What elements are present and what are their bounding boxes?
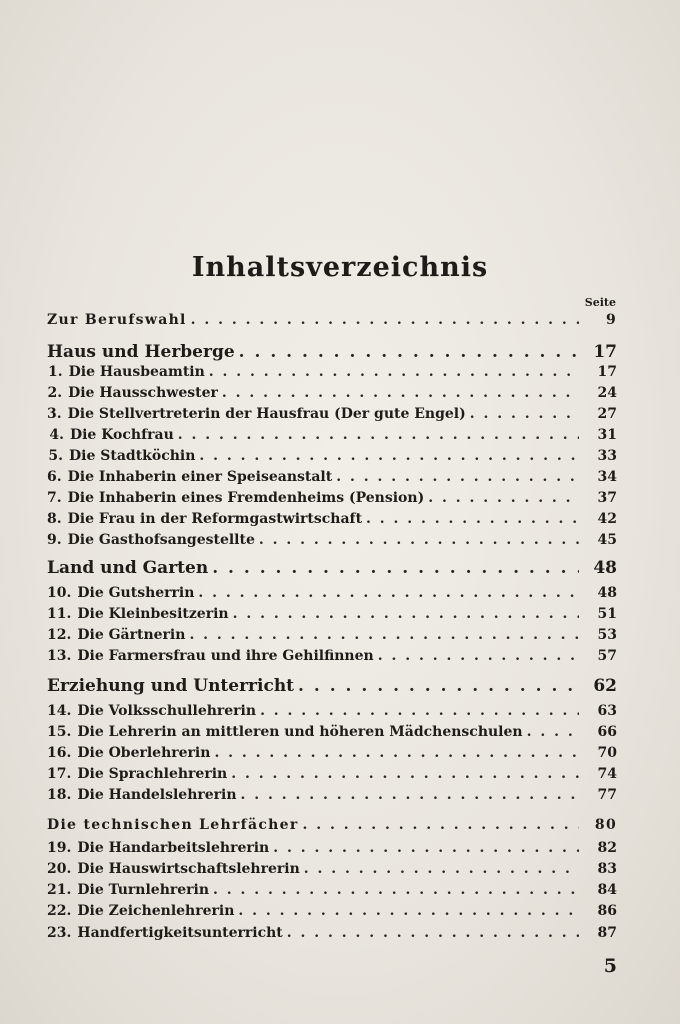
toc-entry-label: Die Turnlehrerin bbox=[77, 882, 210, 898]
toc-entry-page: 77 bbox=[597, 787, 617, 803]
toc-entry-page: 27 bbox=[597, 406, 617, 422]
toc-entry-number: 3. bbox=[47, 406, 62, 422]
toc-entry-page: 63 bbox=[597, 703, 617, 719]
toc-entry-label: Die Kleinbesitzerin bbox=[77, 606, 229, 622]
toc-entry-number: 22. bbox=[47, 903, 72, 919]
dot-leader bbox=[222, 385, 579, 401]
toc-entry-label: Die Gutsherrin bbox=[77, 585, 195, 601]
toc-entry-number: 6. bbox=[47, 469, 62, 485]
toc-entry-page: 37 bbox=[597, 490, 617, 506]
toc-entry-label: Die Farmersfrau und ihre Gehilfinnen bbox=[77, 648, 374, 664]
dot-leader bbox=[212, 558, 579, 578]
dot-leader bbox=[260, 703, 579, 719]
toc-entry bbox=[47, 585, 617, 601]
dot-leader bbox=[213, 882, 579, 898]
toc-entry-label: Die Gasthofsangestellte bbox=[67, 532, 255, 548]
toc-entry-label: Land und Garten bbox=[47, 558, 209, 578]
toc-entry bbox=[47, 627, 617, 643]
dot-leader bbox=[178, 427, 579, 443]
toc-entry bbox=[47, 703, 617, 719]
toc-entry bbox=[47, 925, 617, 941]
toc-entry-number: 4. bbox=[49, 427, 64, 443]
toc-entry bbox=[47, 861, 617, 877]
dot-leader bbox=[470, 406, 579, 422]
toc-section bbox=[47, 312, 617, 328]
dot-leader bbox=[336, 469, 579, 485]
toc-entry-label: Die Stellvertreterin der Hausfrau (Der gute Engel) bbox=[67, 406, 466, 422]
toc-entry bbox=[47, 787, 617, 803]
toc-entry-page: 82 bbox=[597, 840, 617, 856]
toc-entry-number: 14. bbox=[47, 703, 72, 719]
toc-entry bbox=[47, 648, 617, 664]
page-column-label: Seite bbox=[584, 296, 616, 309]
toc-entry-label: Erziehung und Unterricht bbox=[47, 676, 295, 696]
toc-entry-page: 62 bbox=[593, 676, 617, 696]
dot-leader bbox=[231, 766, 579, 782]
toc-entry-page: 57 bbox=[597, 648, 617, 664]
page-number: 5 bbox=[603, 955, 617, 977]
toc-entry-number: 21. bbox=[47, 882, 72, 898]
toc-entry-page: 48 bbox=[597, 585, 617, 601]
toc-entry-page: 80 bbox=[594, 817, 617, 833]
toc-entry-number: 1. bbox=[48, 364, 63, 380]
toc-entry-label: Die Hauswirtschaftslehrerin bbox=[77, 861, 300, 877]
toc-entry-number: 5. bbox=[48, 448, 64, 464]
toc-entry-number: 9. bbox=[47, 532, 62, 548]
toc-entry bbox=[47, 840, 617, 856]
dot-leader bbox=[273, 840, 579, 856]
dot-leader bbox=[527, 724, 579, 740]
toc-entry-page: 83 bbox=[597, 861, 617, 877]
toc-entry-label: Die Volksschullehrerin bbox=[77, 703, 257, 719]
toc-entry bbox=[47, 469, 617, 485]
toc-entry-number: 16. bbox=[47, 745, 72, 761]
toc-entry-label: Die Inhaberin eines Fremdenheims (Pension) bbox=[67, 490, 425, 506]
toc-entry-label: Haus und Herberge bbox=[47, 342, 235, 362]
toc-entry bbox=[47, 427, 617, 443]
dot-leader bbox=[198, 585, 579, 601]
toc-entry-page: 70 bbox=[597, 745, 617, 761]
dot-leader bbox=[239, 342, 579, 362]
toc-entry-label: Handfertigkeitsunterricht bbox=[77, 925, 283, 941]
toc-entry bbox=[47, 606, 617, 622]
toc-entry bbox=[47, 406, 617, 422]
toc-entry-number: 10. bbox=[47, 585, 72, 601]
toc-entry bbox=[47, 745, 617, 761]
toc-entry-number: 2. bbox=[47, 385, 63, 401]
toc-entry-page: 74 bbox=[597, 766, 617, 782]
toc-entry-page: 84 bbox=[597, 882, 617, 898]
dot-leader bbox=[191, 312, 579, 328]
dot-leader bbox=[238, 903, 579, 919]
toc-entry bbox=[47, 448, 617, 464]
dot-leader bbox=[259, 532, 579, 548]
toc-entry-page: 42 bbox=[597, 511, 617, 527]
toc-entry bbox=[47, 903, 617, 919]
toc-entry-label: Die Handelslehrerin bbox=[77, 787, 237, 803]
toc-entry-page: 34 bbox=[597, 469, 617, 485]
toc-entry bbox=[47, 766, 617, 782]
toc-entry-number: 23. bbox=[47, 925, 72, 941]
toc-entry-page: 31 bbox=[597, 427, 617, 443]
toc-entry-label: Die Frau in der Reformgastwirtschaft bbox=[67, 511, 363, 527]
toc-entry-label: Die Inhaberin einer Speiseanstalt bbox=[67, 469, 333, 485]
toc-entry bbox=[47, 364, 617, 380]
toc-entry-number: 20. bbox=[47, 861, 72, 877]
toc-entry-page: 48 bbox=[593, 558, 617, 578]
toc-entry-label: Die Kochfrau bbox=[69, 427, 174, 443]
toc-entry bbox=[47, 490, 617, 506]
toc-section bbox=[47, 817, 617, 833]
toc-entry-label: Die Sprachlehrerin bbox=[77, 766, 228, 782]
toc-entry bbox=[47, 724, 617, 740]
toc-entry-number: 8. bbox=[47, 511, 62, 527]
toc-entry-number: 12. bbox=[47, 627, 72, 643]
dot-leader bbox=[378, 648, 579, 664]
toc-entry-number: 19. bbox=[47, 840, 72, 856]
toc-entry-label: Die Stadtköchin bbox=[69, 448, 196, 464]
toc-entry-page: 24 bbox=[597, 385, 617, 401]
toc-entry-label: Zur Berufswahl bbox=[47, 312, 187, 328]
toc-entry-label: Die Hausschwester bbox=[68, 385, 218, 401]
dot-leader bbox=[303, 817, 579, 833]
toc-entry-page: 53 bbox=[597, 627, 617, 643]
toc-entry bbox=[47, 532, 617, 548]
dot-leader bbox=[233, 606, 579, 622]
toc-section bbox=[47, 676, 617, 696]
dot-leader bbox=[199, 448, 579, 464]
dot-leader bbox=[304, 861, 579, 877]
toc-entry bbox=[47, 882, 617, 898]
toc-entry-page: 87 bbox=[597, 925, 617, 941]
dot-leader bbox=[428, 490, 579, 506]
toc-entry-label: Die Lehrerin an mittleren und höheren Mädchenschulen bbox=[77, 724, 523, 740]
toc-entry-page: 86 bbox=[597, 903, 617, 919]
toc-entry-page: 17 bbox=[593, 342, 617, 362]
toc-section bbox=[47, 558, 617, 578]
toc-section bbox=[47, 342, 617, 362]
toc-entry bbox=[47, 511, 617, 527]
toc-entry-page: 51 bbox=[597, 606, 617, 622]
dot-leader bbox=[366, 511, 579, 527]
toc-entry-number: 11. bbox=[47, 606, 72, 622]
toc-entry-label: Die technischen Lehrfächer bbox=[47, 817, 299, 833]
dot-leader bbox=[298, 676, 579, 696]
toc-entry-number: 13. bbox=[47, 648, 72, 664]
toc-entry-label: Die Handarbeitslehrerin bbox=[77, 840, 270, 856]
toc-entry-number: 15. bbox=[47, 724, 72, 740]
toc-entry-page: 9 bbox=[605, 312, 617, 328]
toc-entry-label: Die Hausbeamtin bbox=[68, 364, 205, 380]
toc-entry-page: 33 bbox=[597, 448, 617, 464]
toc-entry-label: Die Zeichenlehrerin bbox=[77, 903, 235, 919]
dot-leader bbox=[241, 787, 579, 803]
dot-leader bbox=[209, 364, 579, 380]
toc-entry-page: 66 bbox=[597, 724, 617, 740]
page-title: Inhaltsverzeichnis bbox=[191, 252, 489, 283]
toc-entry-number: 17. bbox=[47, 766, 72, 782]
dot-leader bbox=[287, 925, 579, 941]
toc-entry bbox=[47, 385, 617, 401]
dot-leader bbox=[214, 745, 579, 761]
toc-entry-page: 45 bbox=[597, 532, 617, 548]
toc-entry-label: Die Oberlehrerin bbox=[77, 745, 211, 761]
toc-entry-page: 17 bbox=[597, 364, 617, 380]
toc-entry-number: 7. bbox=[47, 490, 62, 506]
dot-leader bbox=[189, 627, 579, 643]
toc-entry-number: 18. bbox=[47, 787, 72, 803]
toc-entry-label: Die Gärtnerin bbox=[77, 627, 186, 643]
